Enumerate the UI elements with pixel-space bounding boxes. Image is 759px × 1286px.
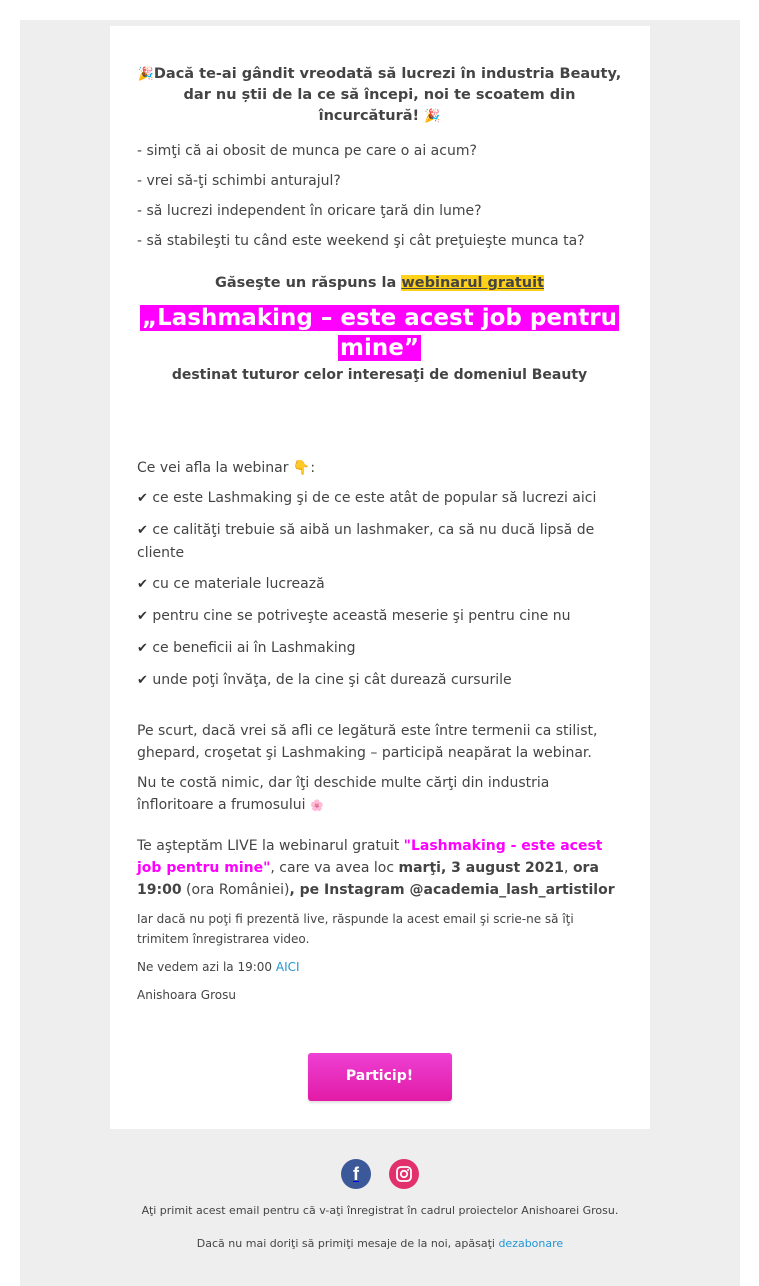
email-card [110, 26, 650, 1129]
unsubscribe-link[interactable]: dezabonare [498, 1237, 564, 1250]
footer-notice: Aţi primit acest email pentru că v-aţi înregistrat în cadrul proiectelor Anishoarei Grosu. [141, 1204, 619, 1217]
list-item: ✔ cu ce materiale lucrează [137, 576, 325, 592]
check-icon: ✔ [137, 673, 148, 688]
social-links [20, 1159, 740, 1189]
list-item: ✔ ce este Lashmaking şi de ce este atât de popular să lucrezi aici [137, 490, 597, 506]
participate-button[interactable]: Particip! [308, 1053, 452, 1101]
live-paragraph: Te aşteptăm LIVE la webinarul gratuit "Lashmaking - este acest job pentru mine", care va avea loc marţi, 3 august 2021, ora 19:00 (ora României), pe Instagram @academia_lash_artistilor [137, 838, 615, 898]
question-line: - vrei să-ţi schimbi anturajul? [137, 173, 341, 189]
list-item: ✔ ce calităţi trebuie să aibă un lashmaker, ca să nu ducă lipsă de cliente [137, 522, 595, 561]
pointing-down-icon: 👇 [292, 460, 311, 476]
party-icon: 🎉 [424, 109, 441, 124]
aici-link[interactable]: AICI [275, 960, 300, 974]
free-paragraph: Nu te costă nimic, dar îţi deschide multe cărţi din industria înfloritoare a frumosului 🌸 [137, 775, 550, 813]
webinar-title: „Lashmaking – este acest job pentru mine” [141, 305, 617, 361]
check-icon: ✔ [137, 491, 148, 506]
question-line: - simţi că ai obosit de munca pe care o ai acum? [137, 143, 477, 159]
summary-paragraph: Pe scurt, dacă vrei să afli ce legătură este între termenii ca stilist, ghepard, croşetat şi Lashmaking – participă neapărat la webinar. [137, 723, 598, 761]
check-icon: ✔ [137, 523, 148, 538]
list-item: ✔ ce beneficii ai în Lashmaking [137, 640, 356, 656]
check-icon: ✔ [137, 577, 148, 592]
unsubscribe-line: Dacă nu mai doriţi să primiţi mesaje de la noi, apăsaţi dezabonare [196, 1237, 564, 1250]
facebook-icon[interactable]: f [341, 1159, 371, 1189]
question-line: - să stabileşti tu când este weekend şi cât preţuieşte munca ta? [137, 233, 585, 249]
list-item: ✔ pentru cine se potriveşte această meserie şi pentru cine nu [137, 608, 571, 624]
question-line: - să lucrezi independent în oricare ţară din lume? [137, 203, 482, 219]
check-icon: ✔ [137, 641, 148, 656]
webinar-date: marţi, 3 august 2021 [398, 860, 565, 876]
see-you-line: Ne vedem azi la 19:00 AICI [137, 960, 300, 974]
instagram-icon[interactable] [389, 1159, 419, 1189]
learn-heading: Ce vei afla la webinar 👇: [137, 460, 316, 476]
check-icon: ✔ [137, 609, 148, 624]
free-webinar-highlight: webinarul gratuit [401, 275, 545, 291]
cta-wrapper [137, 1053, 622, 1101]
footer [20, 1159, 740, 1253]
instagram-handle: , pe Instagram @academia_lash_artistilor [289, 882, 615, 898]
webinar-time: ora 19:00 [137, 860, 599, 898]
find-answer-line: Găseşte un răspuns la webinarul gratuit [214, 275, 545, 291]
party-icon: 🎉 [137, 67, 154, 82]
webinar-name: "Lashmaking - este acest job pentru mine" [137, 838, 603, 876]
intro-heading: 🎉Dacă te-ai gândit vreodată să lucrezi în industria Beauty, dar nu știi de la ce să începi, noi te scoatem din încurcătură! 🎉 [137, 66, 622, 124]
email-background [20, 20, 740, 1286]
flower-icon: 🌸 [310, 799, 324, 812]
signature: Anishoara Grosu [137, 988, 236, 1002]
list-item: ✔ unde poţi învăţa, de la cine şi cât durează cursurile [137, 672, 512, 688]
recording-note: Iar dacă nu poţi fi prezentă live, răspunde la acest email şi scrie-ne să îţi trimitem înregistrarea video. [137, 912, 574, 946]
webinar-subtitle: destinat tuturor celor interesaţi de domeniul Beauty [171, 367, 588, 383]
